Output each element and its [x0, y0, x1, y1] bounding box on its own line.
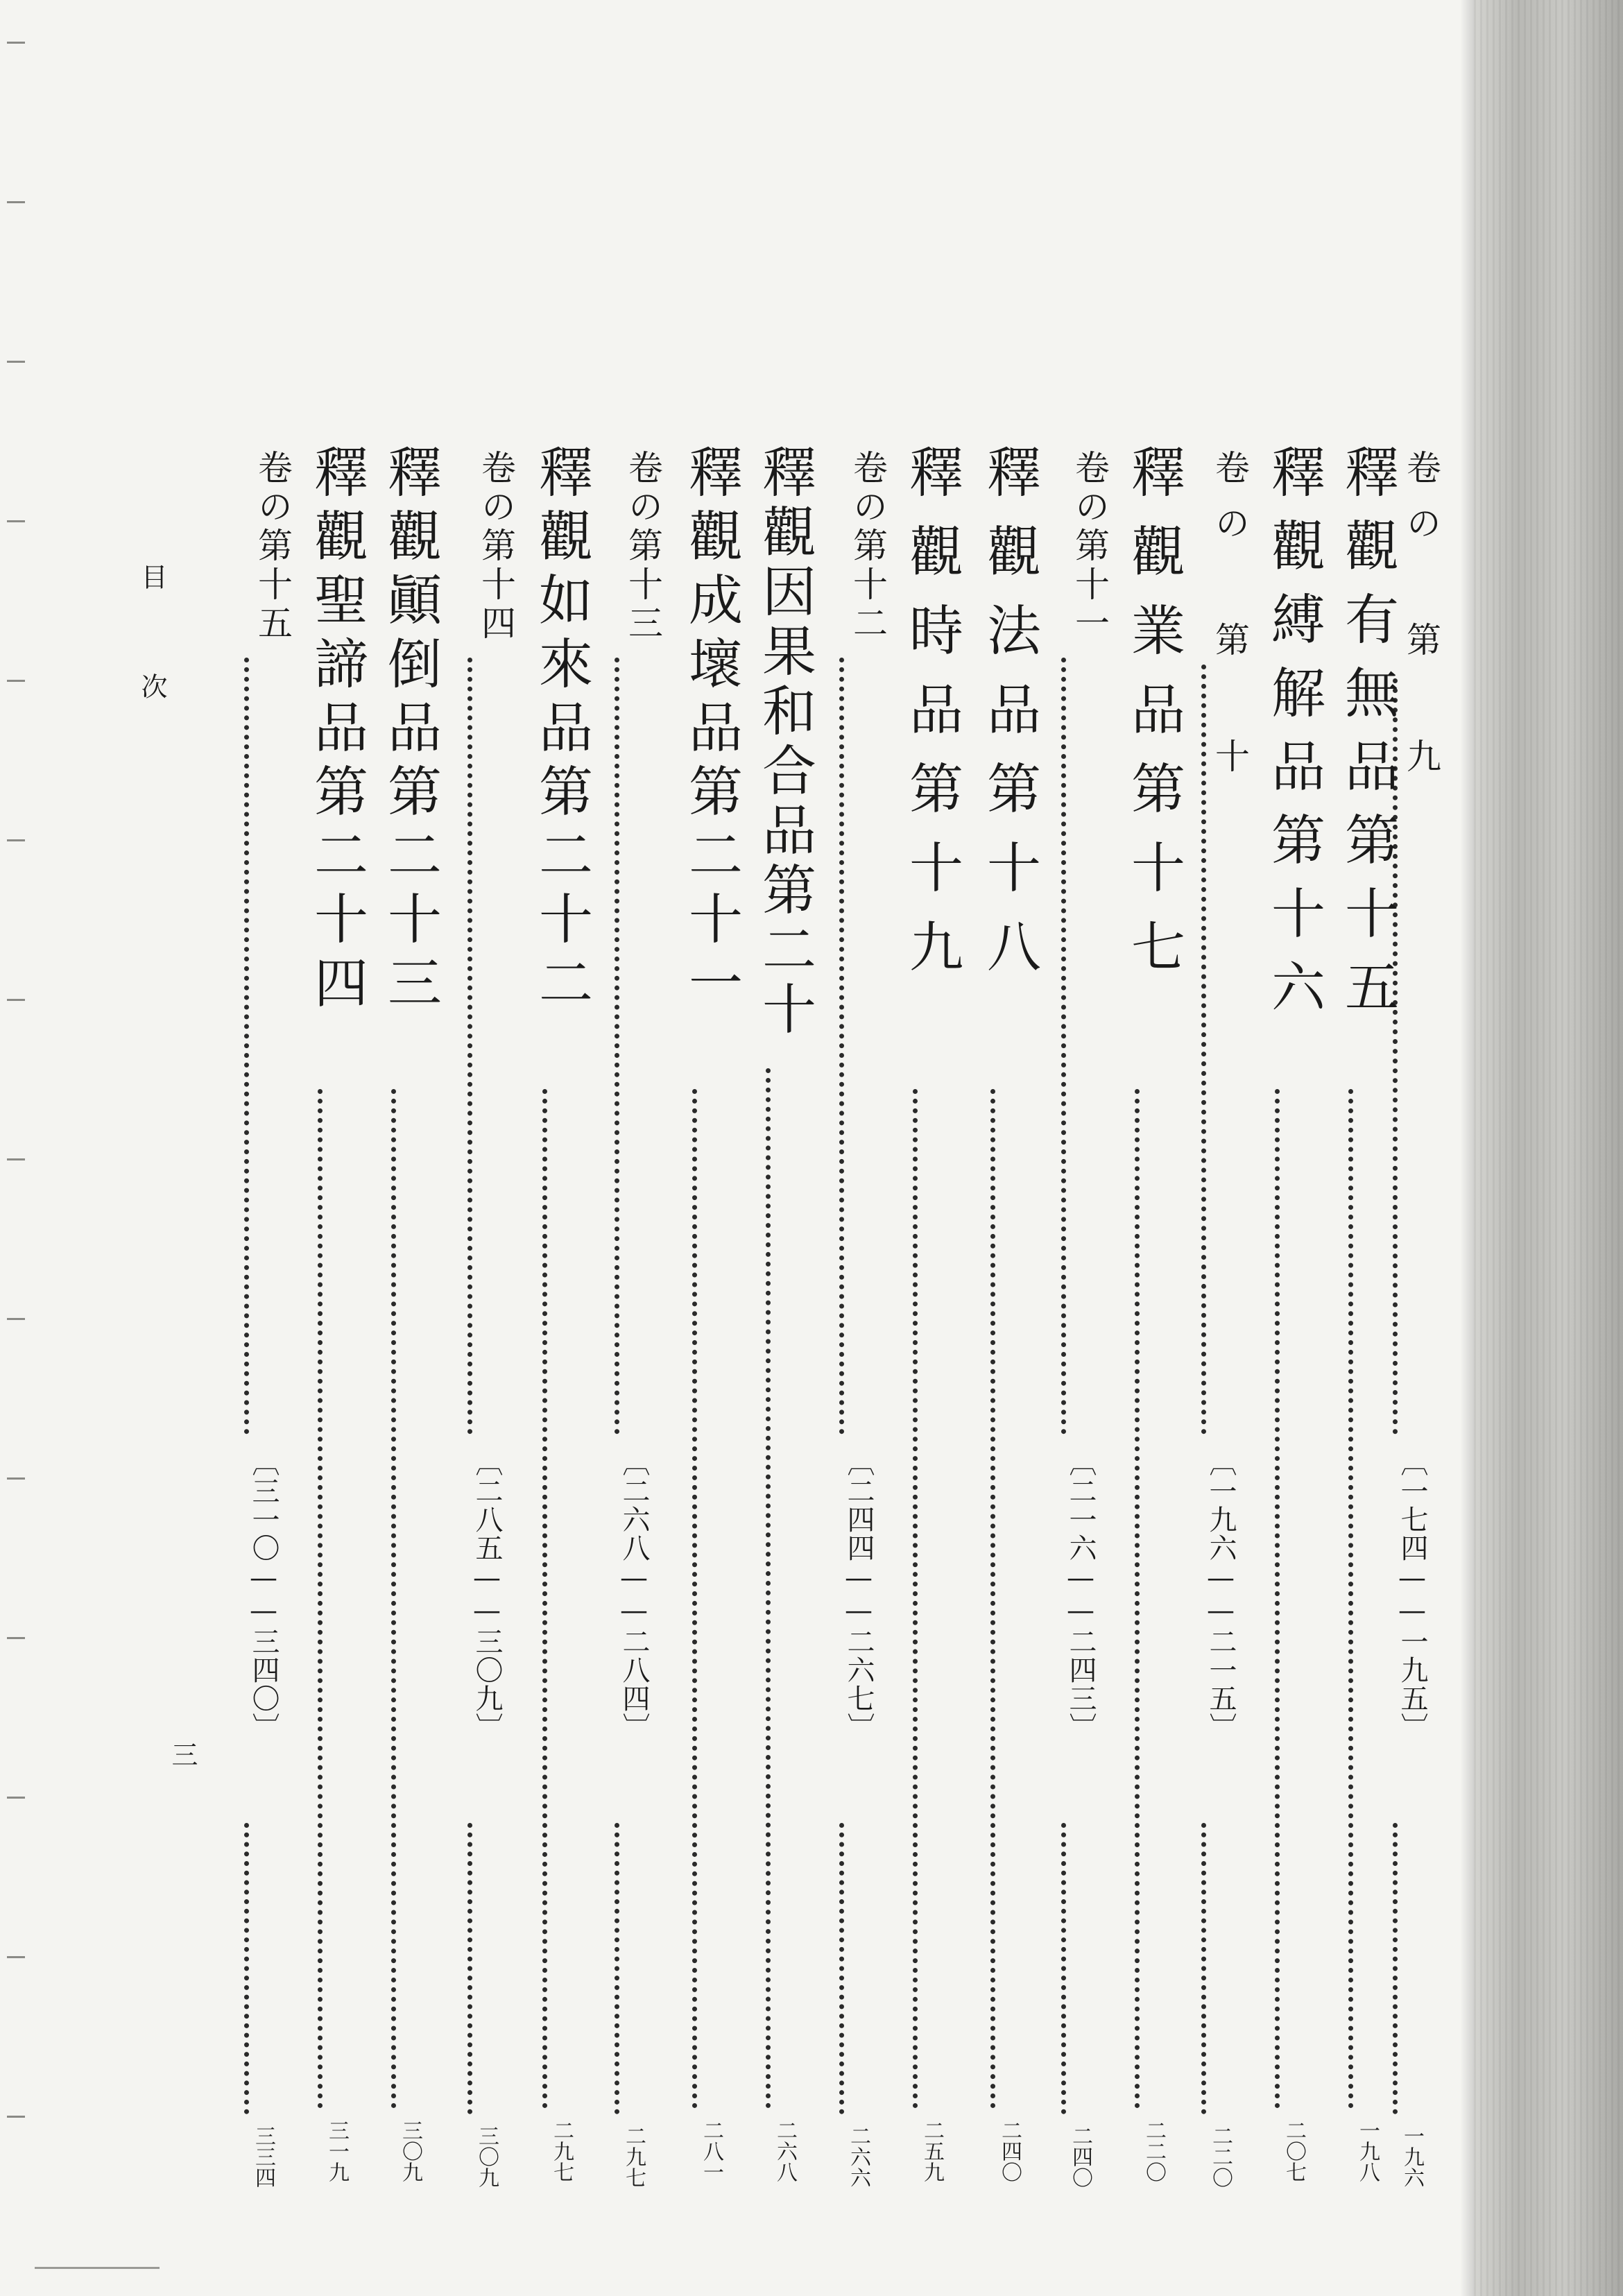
entry-title: 卷の第十五	[252, 449, 293, 644]
entry-page-number: 一九六	[1400, 2125, 1424, 2188]
toc-chapter-24[interactable]	[280, 444, 368, 2192]
entry-page-number: 二五九	[920, 2120, 944, 2182]
entry-page-number: 三一九	[325, 2120, 349, 2182]
entry-page-number: 三三四	[251, 2125, 275, 2188]
leader-dots	[1348, 1089, 1353, 2109]
leader-dots	[1201, 1823, 1206, 2114]
toc-chapter-17[interactable]	[1097, 444, 1185, 2192]
entry-title: 釋觀因果和合品第二十	[753, 444, 816, 1040]
running-title: 目次	[137, 563, 167, 782]
toc-volume-14[interactable]	[430, 449, 516, 2198]
leader-dots	[766, 1068, 771, 2109]
leader-dots	[391, 1089, 396, 2109]
running-header	[139, 563, 194, 782]
volume-page-range: 〔二四四——二六七〕	[843, 1448, 875, 1741]
volume-page-range: 〔一九六——二一五〕	[1205, 1448, 1237, 1741]
entry-title: 釋觀聖諦品第二十四	[305, 444, 368, 1018]
volume-page-range: 〔二一六——二四三〕	[1065, 1448, 1097, 1741]
leader-dots	[1061, 658, 1066, 1434]
toc-chapter-21[interactable]	[655, 444, 742, 2192]
entry-page-number: 一九八	[1355, 2120, 1380, 2182]
entry-page-number: 二四〇	[1068, 2125, 1092, 2188]
leader-dots	[839, 1823, 844, 2114]
entry-title: 釋觀縛解品第十六	[1262, 444, 1325, 1032]
volume-page-range: 〔二八五——三〇九〕	[471, 1448, 503, 1741]
binding-shadow	[1460, 0, 1474, 2296]
leader-dots	[615, 658, 619, 1434]
entry-title: 卷の 第 九	[1401, 449, 1441, 794]
leader-dots	[839, 658, 844, 1434]
leader-dots	[318, 1089, 323, 2109]
toc-chapter-22[interactable]	[505, 444, 592, 2192]
toc-chapter-19[interactable]	[875, 444, 963, 2192]
leader-dots	[615, 1823, 619, 2114]
entry-title: 釋觀成壞品第二十一	[680, 444, 742, 1018]
entry-title: 卷の第十二	[848, 449, 888, 644]
bottom-rule	[35, 2267, 160, 2269]
leader-dots	[1135, 1089, 1140, 2109]
toc-chapter-16[interactable]	[1237, 444, 1325, 2192]
volume-page-range: 〔二六八——二八四〕	[618, 1448, 650, 1741]
leader-dots	[467, 1823, 472, 2114]
leader-dots	[1201, 665, 1206, 1434]
folio-page-number: 三	[167, 1741, 198, 1767]
entry-page-number: 二六六	[846, 2125, 870, 2188]
entry-title: 釋觀有無品第十五	[1336, 444, 1398, 1032]
toc-chapter-18[interactable]	[953, 444, 1040, 2192]
leader-dots	[913, 1089, 918, 2109]
entry-page-number: 三〇九	[474, 2125, 499, 2188]
entry-page-number: 二九七	[549, 2120, 574, 2182]
leader-dots	[542, 1089, 547, 2109]
leader-dots	[990, 1089, 995, 2109]
leader-dots	[692, 1089, 697, 2109]
leader-dots	[467, 658, 472, 1434]
leader-dots	[244, 658, 249, 1434]
entry-title: 釋觀顚倒品第二十三	[379, 444, 441, 1018]
entry-page-number: 二八一	[699, 2120, 723, 2182]
entry-page-number: 二二〇	[1208, 2125, 1233, 2188]
book-binding	[1474, 0, 1623, 2296]
leader-dots	[244, 1823, 249, 2114]
entry-title: 卷の第十一	[1070, 449, 1110, 644]
entry-title: 釋觀法品第十八	[978, 444, 1040, 997]
volume-page-range: 〔一七四——一九五〕	[1396, 1448, 1428, 1741]
entry-title: 卷の第十三	[623, 449, 663, 644]
entry-title: 卷の 第 十	[1210, 449, 1250, 794]
toc-volume-15[interactable]	[207, 449, 293, 2198]
entry-page-number: 二四〇	[997, 2120, 1022, 2182]
left-margin-marks	[0, 0, 42, 2296]
entry-title: 釋觀如來品第二十二	[530, 444, 592, 1018]
entry-page-number: 二六八	[773, 2120, 797, 2182]
entry-page-number: 三〇九	[398, 2120, 422, 2182]
entry-title: 卷の第十四	[476, 449, 516, 644]
entry-title: 釋觀業品第十七	[1122, 444, 1185, 997]
volume-page-range: 〔三一〇——三四〇〕	[248, 1448, 280, 1741]
entry-page-number: 二〇七	[1282, 2120, 1306, 2182]
leader-dots	[1275, 1089, 1280, 2109]
entry-title: 釋觀時品第十九	[900, 444, 963, 997]
entry-page-number: 二九七	[621, 2125, 646, 2188]
leader-dots	[1061, 1823, 1066, 2114]
entry-page-number: 二二〇	[1142, 2120, 1166, 2182]
